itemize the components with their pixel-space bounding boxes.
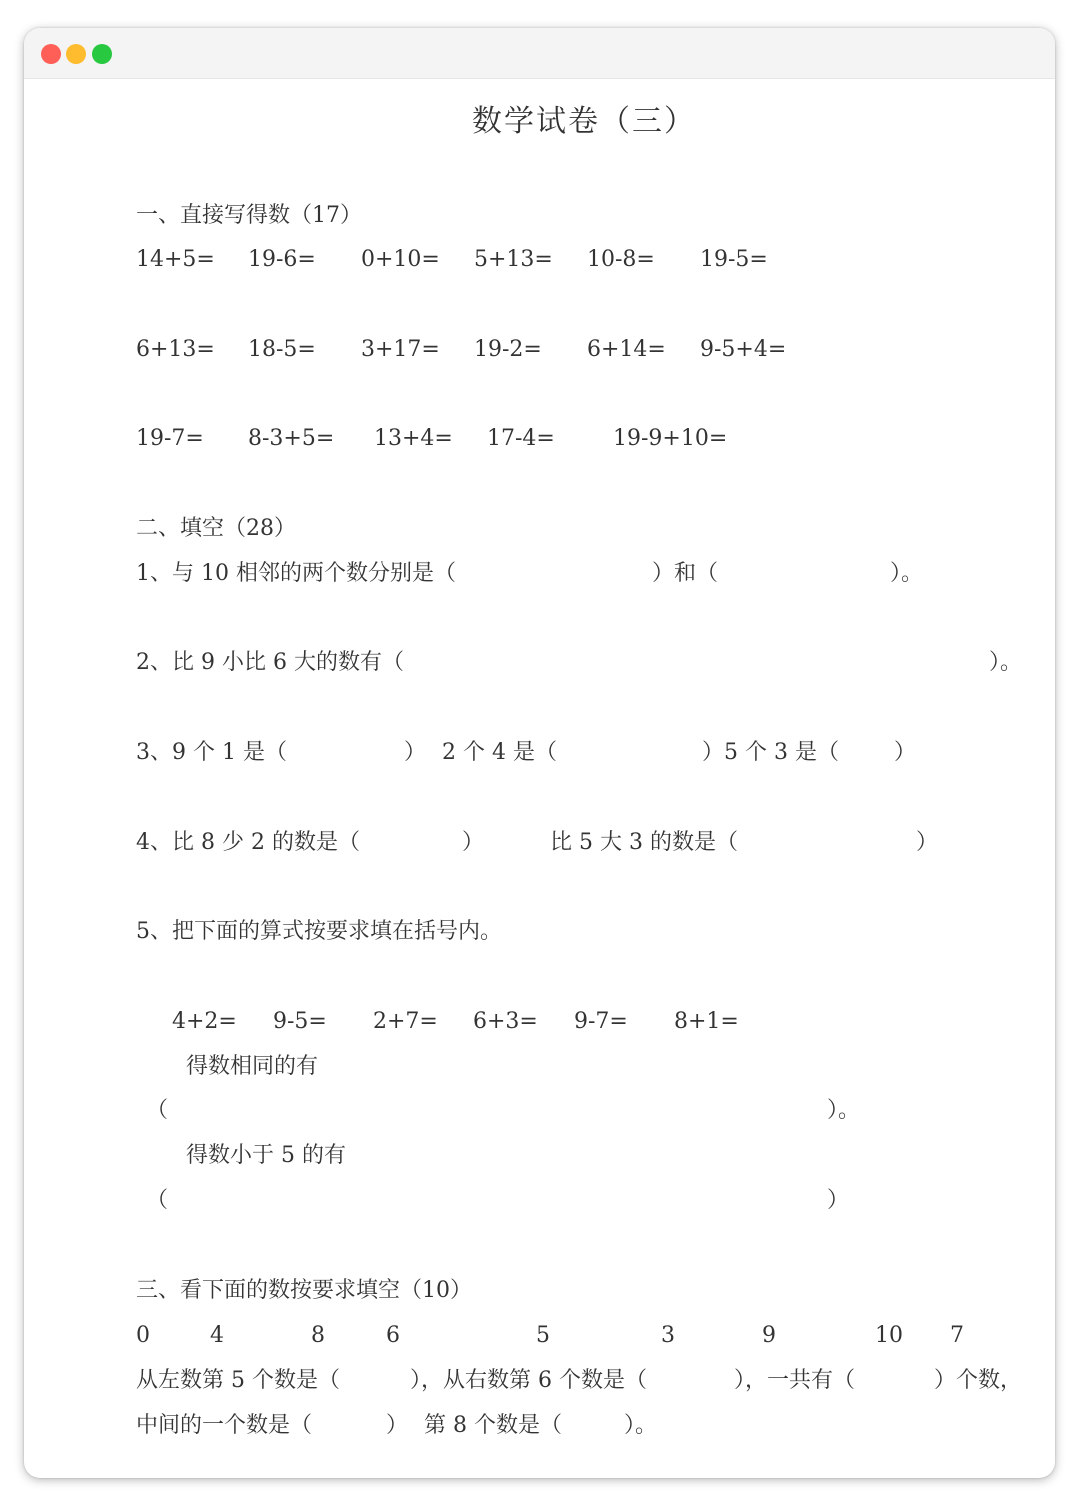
question-4-text: 比 5 大 3 的数是（	[550, 830, 738, 855]
expr: 19-5=	[700, 247, 768, 272]
less-than-five-bracket: （	[146, 1188, 169, 1213]
close-window-button[interactable]	[41, 44, 61, 64]
expr: 6+3=	[473, 1009, 538, 1034]
number-item: 9	[762, 1323, 776, 1348]
section2-heading: 二、填空（28）	[136, 516, 296, 541]
section3-line1: 从左数第 5 个数是（	[136, 1368, 340, 1393]
number-item: 0	[136, 1323, 150, 1348]
less-than-five-bracket: ）	[827, 1188, 850, 1213]
same-result-label: 得数相同的有	[186, 1054, 319, 1079]
same-result-bracket: （	[146, 1098, 169, 1123]
expr: 8+1=	[674, 1009, 739, 1034]
expr: 19-6=	[248, 247, 316, 272]
maximize-window-button[interactable]	[92, 44, 112, 64]
expr: 8-3+5=	[248, 426, 335, 451]
expr: 6+14=	[587, 337, 666, 362]
page-title: 数学试卷（三）	[472, 104, 696, 139]
section3-line1: ），从右数第 6 个数是（	[410, 1368, 647, 1393]
question-3-text: 3、9 个 1 是（	[136, 740, 287, 765]
number-item: 8	[311, 1323, 325, 1348]
question-3-text: ）5 个 3 是（	[702, 740, 839, 765]
expr: 17-4=	[487, 426, 555, 451]
expr: 10-8=	[587, 247, 655, 272]
question-3-text: 2 个 4 是（	[442, 740, 557, 765]
expr: 9-7=	[574, 1009, 628, 1034]
expr: 5+13=	[474, 247, 553, 272]
question-1-text: 1、与 10 相邻的两个数分别是（	[136, 561, 456, 586]
section3-heading: 三、看下面的数按要求填空（10）	[136, 1278, 472, 1303]
expr: 9-5+4=	[700, 337, 787, 362]
question-4-bracket: ）	[462, 830, 485, 855]
section3-line2: 第 8 个数是（	[424, 1413, 562, 1438]
question-3-bracket: ）	[894, 740, 917, 765]
number-item: 4	[210, 1323, 224, 1348]
section3-line2: 中间的一个数是（	[136, 1413, 313, 1438]
minimize-window-button[interactable]	[66, 44, 86, 64]
expr: 4+2=	[172, 1009, 237, 1034]
less-than-five-label: 得数小于 5 的有	[186, 1143, 346, 1168]
expr: 0+10=	[361, 247, 440, 272]
number-item: 10	[875, 1323, 903, 1348]
number-item: 7	[950, 1323, 964, 1348]
window-titlebar	[24, 28, 1055, 79]
question-5-text: 5、把下面的算式按要求填在括号内。	[136, 919, 502, 944]
question-2-text: 2、比 9 小比 6 大的数有（	[136, 650, 404, 675]
section3-line1: ）个数，	[934, 1368, 1023, 1393]
question-4-bracket: ）	[916, 830, 939, 855]
expr: 18-5=	[248, 337, 316, 362]
expr: 19-9+10=	[613, 426, 728, 451]
section1-heading: 一、直接写得数（17）	[136, 203, 362, 228]
expr: 14+5=	[136, 247, 215, 272]
section3-line2: ）。	[624, 1413, 658, 1438]
expr: 3+17=	[361, 337, 440, 362]
question-4-text: 4、比 8 少 2 的数是（	[136, 830, 360, 855]
expr: 6+13=	[136, 337, 215, 362]
document-window	[24, 28, 1055, 1478]
expr: 9-5=	[273, 1009, 327, 1034]
expr: 19-2=	[474, 337, 542, 362]
section3-line1: ），一共有（	[734, 1368, 856, 1393]
expr: 2+7=	[373, 1009, 438, 1034]
number-item: 3	[661, 1323, 675, 1348]
expr: 13+4=	[374, 426, 453, 451]
section3-line2: ）	[386, 1413, 409, 1438]
question-1-bracket: ）和（	[652, 561, 719, 586]
number-item: 6	[386, 1323, 400, 1348]
expr: 19-7=	[136, 426, 204, 451]
question-3-bracket: ）	[404, 740, 427, 765]
number-item: 5	[536, 1323, 550, 1348]
same-result-bracket: ）。	[827, 1098, 861, 1123]
question-2-bracket: ）。	[989, 650, 1023, 675]
question-1-bracket: ）。	[890, 561, 924, 586]
